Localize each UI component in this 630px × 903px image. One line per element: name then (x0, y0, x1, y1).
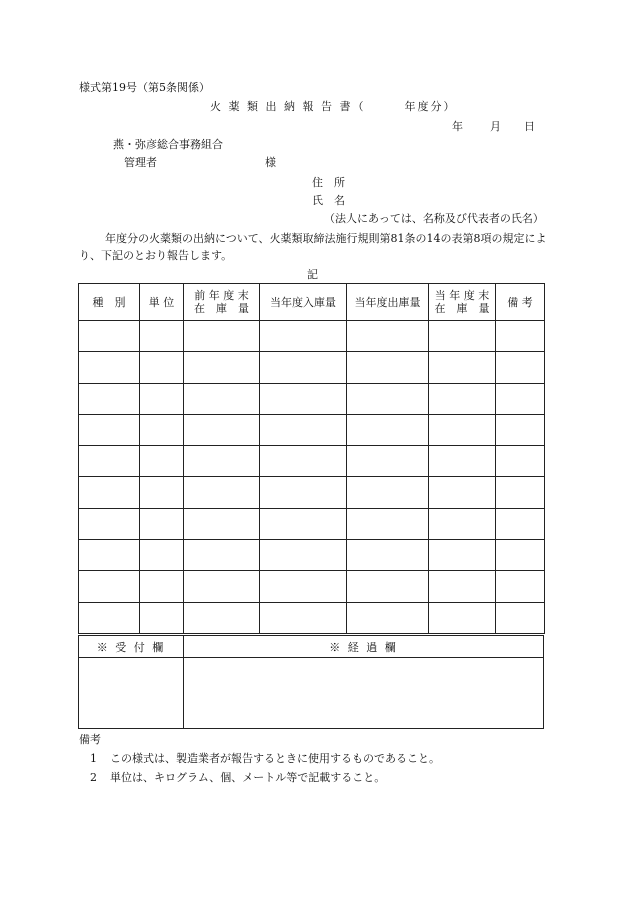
table-cell-prev-stock[interactable] (184, 383, 260, 414)
office-use-table (78, 635, 544, 729)
table-cell-unit[interactable] (140, 508, 184, 539)
table-cell-prev-stock[interactable] (184, 602, 260, 633)
table-cell-unit[interactable] (140, 602, 184, 633)
table-cell-type[interactable] (79, 571, 140, 602)
table-cell-prev-stock[interactable] (184, 477, 260, 508)
column-header-line: 在 庫 量 (434, 302, 490, 315)
table-cell-end-stock[interactable] (429, 352, 496, 383)
table-cell-type[interactable] (79, 602, 140, 633)
table-cell-in-qty[interactable] (260, 383, 347, 414)
table-cell-out-qty[interactable] (347, 383, 429, 414)
table-cell-end-stock[interactable] (429, 540, 496, 571)
date-year-label: 年 (452, 120, 463, 133)
report-table (78, 283, 545, 634)
table-cell-type[interactable] (79, 508, 140, 539)
table-cell-type[interactable] (79, 352, 140, 383)
manager-label: 管理者 (124, 156, 157, 169)
ki-heading: 記 (307, 268, 318, 281)
table-cell-unit[interactable] (140, 540, 184, 571)
note-number: 1 (90, 752, 97, 765)
reception-column-header: ※ 受 付 欄 (79, 636, 184, 658)
table-cell-out-qty[interactable] (347, 352, 429, 383)
table-cell-unit[interactable] (140, 446, 184, 477)
table-cell-end-stock[interactable] (429, 383, 496, 414)
table-row (79, 352, 545, 383)
table-cell-in-qty[interactable] (260, 477, 347, 508)
table-cell-remarks[interactable] (496, 571, 545, 602)
name-label: 氏 名 (312, 194, 345, 207)
date-month-label: 月 (490, 120, 501, 133)
manager-honorific: 様 (265, 156, 276, 169)
column-header-in-qty (260, 284, 347, 321)
table-cell-end-stock[interactable] (429, 321, 496, 352)
table-cell-type[interactable] (79, 321, 140, 352)
table-row (79, 383, 545, 414)
column-header-line: 当 年 度 末 (434, 289, 490, 302)
note-text: 単位は、キログラム、個、メートル等で記載すること。 (110, 771, 386, 784)
note-number: 2 (90, 771, 97, 784)
form-number: 様式第19号（第5条関係） (79, 81, 210, 94)
table-cell-out-qty[interactable] (347, 571, 429, 602)
table-cell-prev-stock[interactable] (184, 446, 260, 477)
table-body (79, 321, 545, 634)
table-cell-prev-stock[interactable] (184, 508, 260, 539)
table-cell-unit[interactable] (140, 571, 184, 602)
table-cell-remarks[interactable] (496, 414, 545, 445)
table-cell-prev-stock[interactable] (184, 571, 260, 602)
table-cell-unit[interactable] (140, 352, 184, 383)
table-cell-type[interactable] (79, 383, 140, 414)
table-row (79, 446, 545, 477)
table-cell-end-stock[interactable] (429, 602, 496, 633)
column-header-line: 単 位 (148, 295, 175, 309)
table-row (79, 321, 545, 352)
table-cell-unit[interactable] (140, 321, 184, 352)
note-text: この様式は、製造業者が報告するときに使用するものであること。 (110, 752, 440, 765)
note-item (90, 771, 385, 785)
table-cell-remarks[interactable] (496, 477, 545, 508)
reception-cell[interactable] (79, 658, 184, 729)
table-cell-in-qty[interactable] (260, 571, 347, 602)
column-header-line: 当年度入庫量 (270, 295, 336, 309)
table-cell-type[interactable] (79, 477, 140, 508)
table-cell-end-stock[interactable] (429, 508, 496, 539)
table-cell-in-qty[interactable] (260, 321, 347, 352)
table-cell-end-stock[interactable] (429, 571, 496, 602)
column-header-line: 当年度出庫量 (354, 295, 421, 309)
note-item (90, 752, 440, 766)
table-cell-out-qty[interactable] (347, 477, 429, 508)
table-cell-out-qty[interactable] (347, 446, 429, 477)
notes-title: 備考 (79, 733, 101, 746)
column-header-remarks (496, 284, 545, 321)
column-header-unit (140, 284, 184, 321)
body-text: 年度分の火薬類の出納について、火薬類取締法施行規則第81条の14の表第8項の規定により、下記のとおり報告します。 (79, 232, 547, 262)
table-cell-remarks[interactable] (496, 540, 545, 571)
table-cell-type[interactable] (79, 446, 140, 477)
column-header-out-qty (347, 284, 429, 321)
column-header-end-stock (429, 284, 496, 321)
address-label: 住 所 (312, 176, 345, 189)
column-header-line: 備 考 (507, 295, 533, 309)
progress-column-header: ※ 経 過 欄 (184, 636, 544, 658)
table-row (79, 414, 545, 445)
table-cell-out-qty[interactable] (347, 508, 429, 539)
table-cell-in-qty[interactable] (260, 352, 347, 383)
column-header-line: 在 庫 量 (194, 302, 249, 315)
table-cell-out-qty[interactable] (347, 540, 429, 571)
column-header-type (79, 284, 140, 321)
table-cell-unit[interactable] (140, 383, 184, 414)
date-day-label: 日 (524, 120, 535, 133)
table-cell-prev-stock[interactable] (184, 540, 260, 571)
table-cell-remarks[interactable] (496, 446, 545, 477)
table-cell-in-qty[interactable] (260, 414, 347, 445)
table-cell-remarks[interactable] (496, 352, 545, 383)
column-header-line: 前 年 度 末 (194, 289, 249, 302)
table-cell-out-qty[interactable] (347, 602, 429, 633)
table-cell-end-stock[interactable] (429, 446, 496, 477)
table-row (79, 477, 545, 508)
date-line (452, 120, 535, 134)
table-cell-type[interactable] (79, 414, 140, 445)
table-header-row (79, 284, 545, 321)
table-cell-unit[interactable] (140, 477, 184, 508)
table-cell-in-qty[interactable] (260, 602, 347, 633)
table-cell-out-qty[interactable] (347, 414, 429, 445)
table-row (79, 540, 545, 571)
table-cell-remarks[interactable] (496, 602, 545, 633)
table-cell-prev-stock[interactable] (184, 414, 260, 445)
table-cell-type[interactable] (79, 540, 140, 571)
table-row (79, 602, 545, 633)
table-cell-out-qty[interactable] (347, 321, 429, 352)
table-cell-in-qty[interactable] (260, 508, 347, 539)
column-header-line: 種 別 (92, 295, 126, 309)
table-cell-in-qty[interactable] (260, 446, 347, 477)
table-cell-prev-stock[interactable] (184, 321, 260, 352)
column-header-prev-stock (184, 284, 260, 321)
progress-cell[interactable] (184, 658, 544, 729)
table-cell-end-stock[interactable] (429, 414, 496, 445)
organization-name: 燕・弥彦総合事務組合 (113, 138, 223, 151)
table-cell-remarks[interactable] (496, 508, 545, 539)
table-row (79, 508, 545, 539)
table-cell-end-stock[interactable] (429, 477, 496, 508)
corporation-note: （法人にあっては、名称及び代表者の氏名） (324, 212, 544, 225)
table-cell-unit[interactable] (140, 414, 184, 445)
document-title: 火 薬 類 出 納 報 告 書（ 年度分） (210, 100, 457, 113)
table-cell-prev-stock[interactable] (184, 352, 260, 383)
table-cell-remarks[interactable] (496, 383, 545, 414)
table-cell-remarks[interactable] (496, 321, 545, 352)
table-cell-in-qty[interactable] (260, 540, 347, 571)
table-row (79, 571, 545, 602)
